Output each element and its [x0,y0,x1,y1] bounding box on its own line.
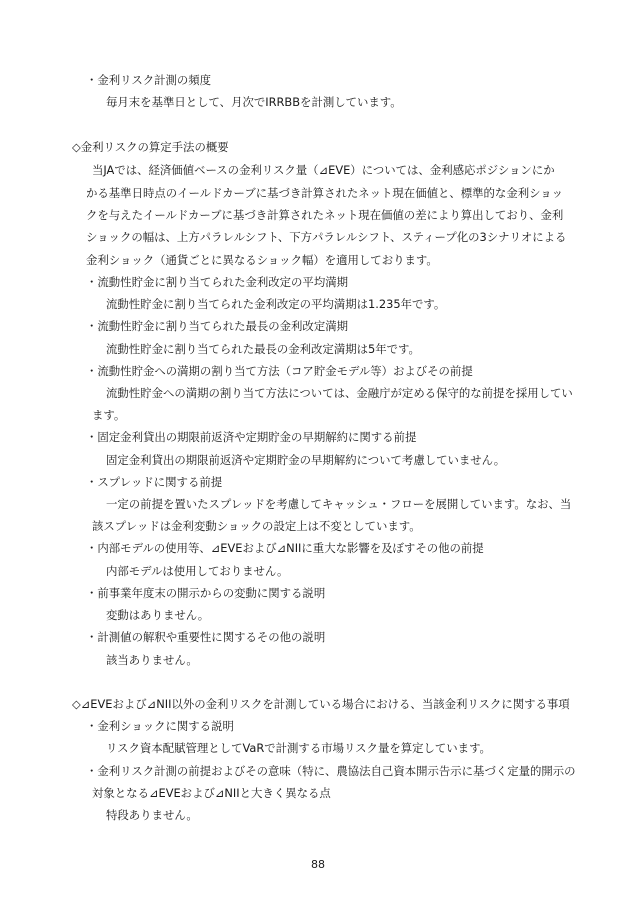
text-line: ・金利リスク計測の頻度 [86,73,212,87]
text-line: 一定の前提を置いたスプレッドを考慮してキャッシュ・フローを展開しています。なお、当 [106,497,572,511]
page-number: 88 [311,858,325,871]
text-line: 該スプレッドは金利変動ショックの設定上は不変としています。 [92,519,421,533]
section-heading: ◇⊿EVEおよび⊿NII以外の金利リスクを計測している場合における、当該金利リスクに関する事項 [72,697,570,711]
text-line: 変動はありません。 [106,608,210,622]
text-line: クを与えたイールドカーブに基づき計算されたネット現在価値の差により算出しており、金利 [86,208,564,222]
text-line: 流動性貯金に割り当てられた金利改定の平均満期は1.235年です。 [106,297,446,311]
text-line: ・スプレッドに関する前提 [86,475,223,489]
text-line: かる基準日時点のイールドカーブに基づき計算されたネット現在価値と、標準的な金利ショッ [86,186,564,200]
text-line: ・固定金利貸出の期限前返済や定期貯金の早期解約に関する前提 [86,430,417,444]
text-line: ・流動性貯金に割り当てられた最長の金利改定満期 [86,319,348,333]
text-line: ます。 [92,408,126,422]
text-line: 当JAでは、経済価値ベースの金利リスク量（⊿EVE）については、金利感応ポジションにか [92,163,555,177]
text-line: 該当ありません。 [106,653,198,667]
text-line: ・内部モデルの使用等、⊿EVEおよび⊿NIIに重大な影響を及ぼすその他の前提 [86,541,484,555]
text-line: 金利ショック（通貨ごとに異なるショック幅）を適用しております。 [86,253,438,267]
text-line: ・前事業年度末の開示からの変動に関する説明 [86,586,326,600]
text-line: 流動性貯金への満期の割り当て方法については、金融庁が定める保守的な前提を採用してい [106,386,573,400]
text-line: ・流動性貯金への満期の割り当て方法（コア貯金モデル等）およびその前提 [86,364,473,378]
text-line: 対象となる⊿EVEおよび⊿NIIと大きく異なる点 [92,786,331,800]
section-heading: ◇金利リスクの算定手法の概要 [72,140,229,154]
text-line: ・流動性貯金に割り当てられた金利改定の平均満期 [86,275,348,289]
text-line: ・金利リスク計測の前提およびその意味（特に、農協法自己資本開示告示に基づく定量的開示の [86,764,576,778]
text-line: 固定金利貸出の期限前返済や定期貯金の早期解約について考慮していません。 [106,453,506,467]
text-line: 流動性貯金に割り当てられた最長の金利改定満期は5年です。 [106,342,420,356]
text-line: 内部モデルは使用しておりません。 [106,564,289,578]
text-line: リスク資本配賦管理としてVaRで計測する市場リスク量を算定しています。 [106,741,491,755]
text-line: 毎月末を基準日として、月次でIRRBBを計測しています。 [106,95,402,109]
text-line: ・計測値の解釈や重要性に関するその他の説明 [86,630,326,644]
text-line: ・金利ショックに関する説明 [86,719,234,733]
text-line: ショックの幅は、上方パラレルシフト、下方パラレルシフト、スティープ化の3シナリオによる [86,230,567,244]
text-line: 特段ありません。 [106,808,198,822]
